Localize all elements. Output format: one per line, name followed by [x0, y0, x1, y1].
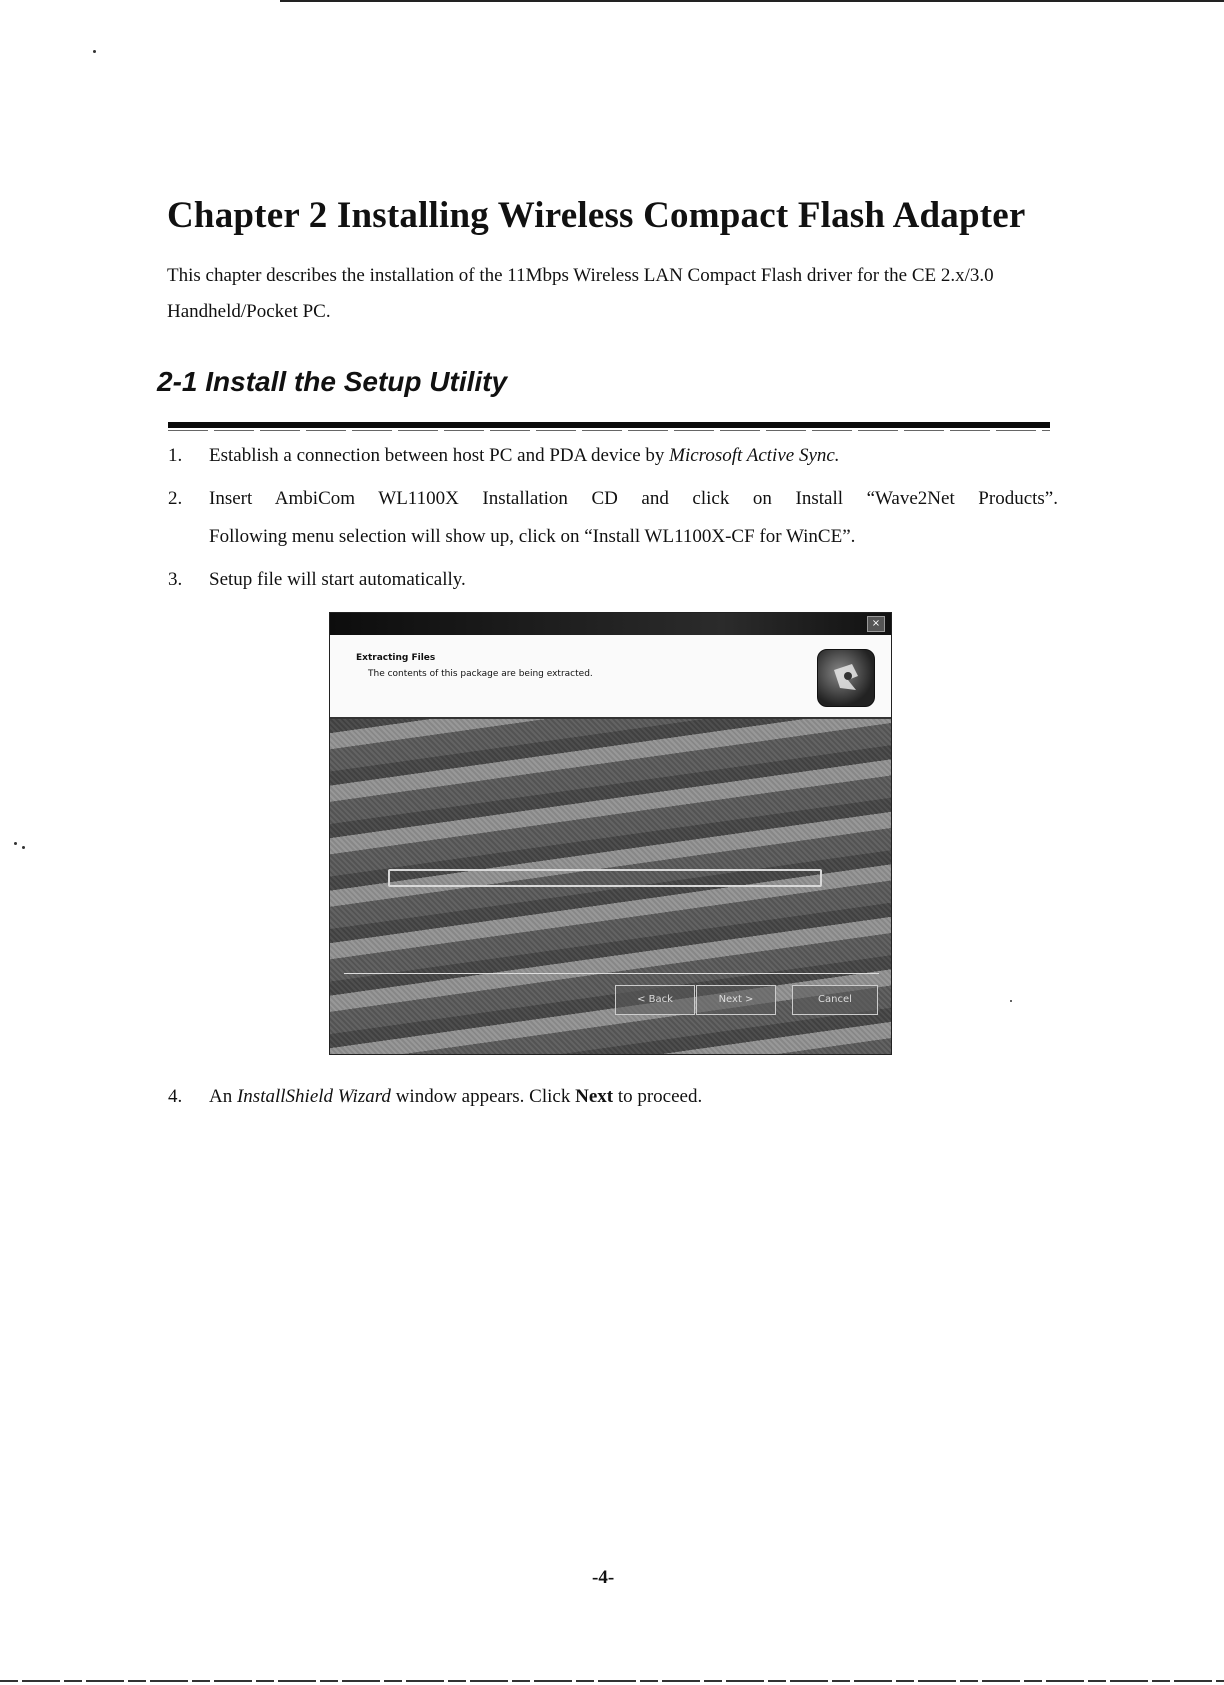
step-bold: Next [575, 1086, 614, 1107]
close-icon[interactable]: × [867, 616, 885, 632]
step-number: 2. [168, 488, 183, 509]
scan-speck [22, 846, 25, 849]
wizard-body [330, 719, 891, 1054]
installer-screenshot [329, 612, 892, 1055]
step-text: Setup file will start automatically. [209, 569, 466, 590]
section-title: 2-1 Install the Setup Utility [157, 366, 508, 397]
section-rule-thin [168, 430, 1050, 431]
step-number: 1. [168, 445, 183, 466]
wizard-header-title: Extracting Files [356, 653, 436, 663]
installshield-logo-icon [817, 649, 875, 707]
step-emphasis: Microsoft Active Sync. [669, 445, 840, 466]
window-titlebar [330, 613, 891, 635]
page-number: -4- [592, 1567, 615, 1588]
next-button[interactable]: Next > [696, 985, 776, 1015]
wizard-header [330, 635, 891, 719]
back-button[interactable]: < Back [615, 985, 695, 1015]
step-number: 3. [168, 569, 183, 590]
wizard-header-subtitle: The contents of this package are being extracted. [368, 669, 593, 679]
step-text-line-1: Insert AmbiCom WL1100X Installation CD and click on Install “Wave2Net Products”. [209, 488, 1058, 509]
step-text-line-2: Following menu selection will show up, click on “Install WL1100X-CF for WinCE”. [209, 526, 856, 547]
scan-speck [93, 50, 96, 53]
cancel-button[interactable]: Cancel [792, 985, 878, 1015]
scan-speck [1010, 1000, 1012, 1002]
step-text: Establish a connection between host PC and PDA device by Microsoft Active Sync. [209, 445, 840, 466]
section-rule [168, 422, 1050, 428]
installshield-logo-icon [818, 650, 874, 706]
scan-border-bottom [0, 1680, 1224, 1682]
step-emphasis: InstallShield Wizard [236, 1086, 391, 1107]
wizard-separator [344, 973, 879, 974]
extraction-progress-bar [388, 869, 822, 887]
step-number: 4. [168, 1086, 183, 1107]
chapter-title: Chapter 2 Installing Wireless Compact Flash Adapter [167, 195, 1026, 236]
step-text: An InstallShield Wizard window appears. Click Next to proceed. [209, 1086, 703, 1107]
scan-border-top [280, 0, 1224, 2]
scan-speck [14, 842, 17, 845]
chapter-intro: This chapter describes the installation of the 11Mbps Wireless LAN Compact Flash driver for the CE 2.x/3.0 Handheld/Pocket PC. [167, 265, 994, 322]
